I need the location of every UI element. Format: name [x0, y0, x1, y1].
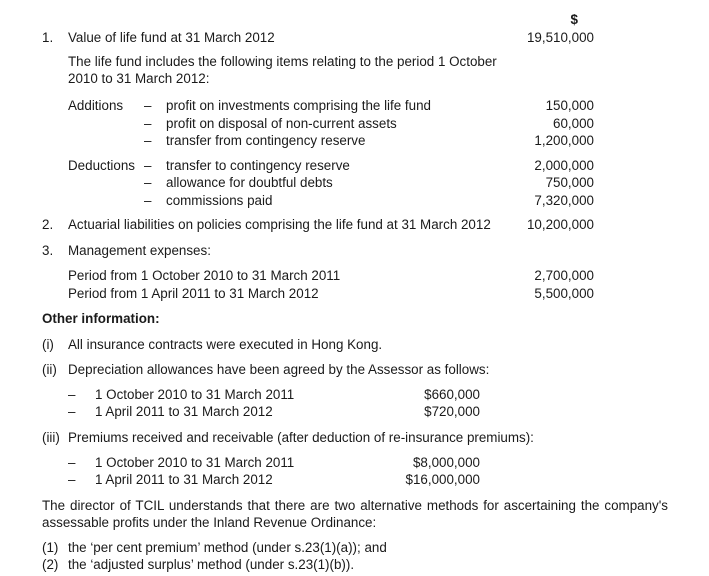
additions-value-1: 150,000 [545, 98, 594, 113]
mgmt-period-1: Period from 1 October 2010 to 31 March 2011 [68, 268, 341, 283]
deductions-dash-2: – [144, 175, 152, 190]
premiums-value-2: $16,000,000 [405, 472, 480, 487]
premiums-value-1: $8,000,000 [412, 455, 480, 470]
other-ii-number: (ii) [42, 362, 57, 377]
additions-dash-1: – [144, 98, 152, 113]
premiums-dash-2: – [68, 472, 76, 487]
method-2-number: (2) [42, 557, 59, 572]
item-2-number: 2. [42, 217, 54, 232]
method-1-text: the ‘per cent premium’ method (under s.23(1)(a)); and [68, 540, 387, 555]
deductions-item-2: allowance for doubtful debts [166, 175, 333, 190]
item-3-number: 3. [42, 243, 54, 258]
additions-item-3: transfer from contingency reserve [166, 133, 366, 148]
additions-label: Additions [68, 98, 124, 113]
premiums-dash-1: – [68, 455, 76, 470]
deductions-label: Deductions [68, 158, 135, 173]
method-1-number: (1) [42, 540, 59, 555]
item-2-value: 10,200,000 [526, 217, 594, 232]
additions-value-3: 1,200,000 [534, 133, 594, 148]
item-1-intro: The life fund includes the following items relating to the period 1 October 2010 to 31 March 2012: [68, 54, 497, 86]
additions-dash-3: – [144, 133, 152, 148]
item-2-label: Actuarial liabilities on policies comprising the life fund at 31 March 2012 [68, 217, 491, 232]
mgmt-period-2: Period from 1 April 2011 to 31 March 2012 [68, 286, 319, 301]
depreciation-dash-2: – [68, 404, 76, 419]
other-info-heading: Other information: [42, 311, 160, 326]
additions-item-2: profit on disposal of non-current assets [166, 116, 397, 131]
additions-dash-2: – [144, 116, 152, 131]
additions-value-2: 60,000 [553, 116, 594, 131]
depreciation-period-2: 1 April 2011 to 31 March 2012 [95, 404, 273, 419]
deductions-dash-1: – [144, 158, 152, 173]
other-ii-text: Depreciation allowances have been agreed by the Assessor as follows: [68, 362, 490, 377]
depreciation-value-1: $660,000 [424, 387, 480, 402]
other-iii-number: (iii) [42, 430, 60, 445]
closing-paragraph: The director of TCIL understands that there are two alternative methods for ascertaining the company's assessable profits under the Inland Revenue Ordinance: [42, 498, 668, 530]
deductions-value-3: 7,320,000 [534, 193, 594, 208]
deductions-value-2: 750,000 [545, 175, 594, 190]
item-1-value: 19,510,000 [526, 30, 594, 45]
other-i-text: All insurance contracts were executed in Hong Kong. [68, 337, 383, 352]
other-iii-text: Premiums received and receivable (after deduction of re-insurance premiums): [68, 430, 534, 445]
item-1-label: Value of life fund at 31 March 2012 [68, 30, 275, 45]
deductions-dash-3: – [144, 193, 152, 208]
method-2-text: the ‘adjusted surplus’ method (under s.23(1)(b)). [68, 557, 355, 572]
mgmt-value-1: 2,700,000 [534, 268, 594, 283]
currency-header: $ [570, 12, 578, 27]
mgmt-value-2: 5,500,000 [534, 286, 594, 301]
additions-item-1: profit on investments comprising the life fund [166, 98, 431, 113]
depreciation-value-2: $720,000 [424, 404, 480, 419]
premiums-period-1: 1 October 2010 to 31 March 2011 [95, 455, 295, 470]
depreciation-dash-1: – [68, 387, 76, 402]
deductions-item-3: commissions paid [166, 193, 273, 208]
deductions-value-1: 2,000,000 [534, 158, 594, 173]
depreciation-period-1: 1 October 2010 to 31 March 2011 [95, 387, 295, 402]
other-i-number: (i) [42, 337, 54, 352]
deductions-item-1: transfer to contingency reserve [166, 158, 350, 173]
item-1-number: 1. [42, 30, 54, 45]
premiums-period-2: 1 April 2011 to 31 March 2012 [95, 472, 273, 487]
item-3-label: Management expenses: [68, 243, 211, 258]
